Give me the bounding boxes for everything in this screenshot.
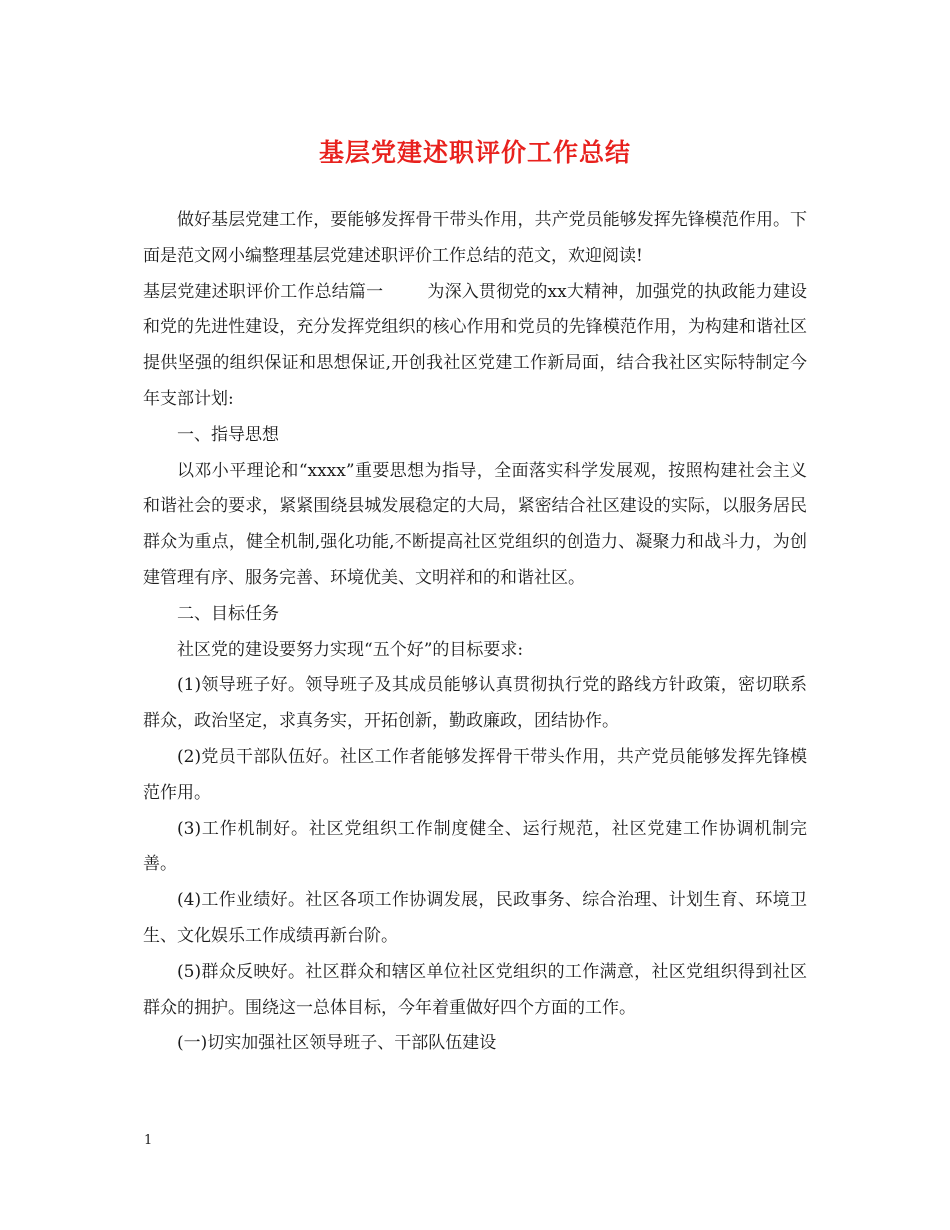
section1-body: 以邓小平理论和“xxxx”重要思想为指导，全面落实科学发展观，按照构建社会主义和谐社会的要求，紧紧围绕县城发展稳定的大局，紧密结合社区建设的实际，以服务居民群众为重点，健全机制,强化功能,不断提高社区党组织的创造力、凝聚力和战斗力，为创建管理有序、服务完善、环境优美、文明祥和的和谐社区。 (143, 460, 807, 588)
goal-item-5: (5)群众反映好。社区群众和辖区单位社区党组织的工作满意，社区党组织得到社区群众的拥护。围绕这一总体目标，今年着重做好四个方面的工作。 (143, 961, 807, 1018)
page-number: 1 (144, 1133, 153, 1148)
article-first-paragraph (143, 275, 807, 418)
goal-item-1: (1)领导班子好。领导班子及其成员能够认真贯彻执行党的路线方针政策，密切联系群众，政治坚定，求真务实，开拓创新，勤政廉政，团结协作。 (143, 675, 807, 732)
article-heading: 基层党建述职评价工作总结篇一 (143, 281, 384, 302)
section2-heading: 二、目标任务 (177, 603, 279, 624)
goal-item-4: (4)工作业绩好。社区各项工作协调发展，民政事务、综合治理、计划生育、环境卫生、文化娱乐工作成绩再新台阶。 (143, 890, 807, 946)
section2-intro: 社区党的建设要努力实现“五个好”的目标要求: (177, 639, 524, 660)
goal-item-3: (3)工作机制好。社区党组织工作制度健全、运行规范，社区党建工作协调机制完善。 (143, 818, 807, 875)
intro-paragraph: 做好基层党建工作，要能够发挥骨干带头作用，共产党员能够发挥先锋模范作用。下面是范文网小编整理基层党建述职评价工作总结的范文，欢迎阅读! (143, 210, 807, 266)
document-body (143, 203, 807, 1062)
article-first-text: 为深入贯彻党的xx大精神，加强党的执政能力建设和党的先进性建设，充分发挥党组织的核心作用和党员的先锋模范作用，为构建和谐社区提供坚强的组织保证和思想保证,开创我社区党建工作新局面，结合我社区实际特制定今年支部计划: (143, 281, 807, 409)
subsection-heading: (一)切实加强社区领导班子、干部队伍建设 (177, 1033, 497, 1054)
section1-heading: 一、指导思想 (177, 424, 279, 445)
goal-item-2: (2)党员干部队伍好。社区工作者能够发挥骨干带头作用，共产党员能够发挥先锋模范作用。 (143, 746, 807, 803)
document-title: 基层党建述职评价工作总结 (318, 138, 631, 167)
